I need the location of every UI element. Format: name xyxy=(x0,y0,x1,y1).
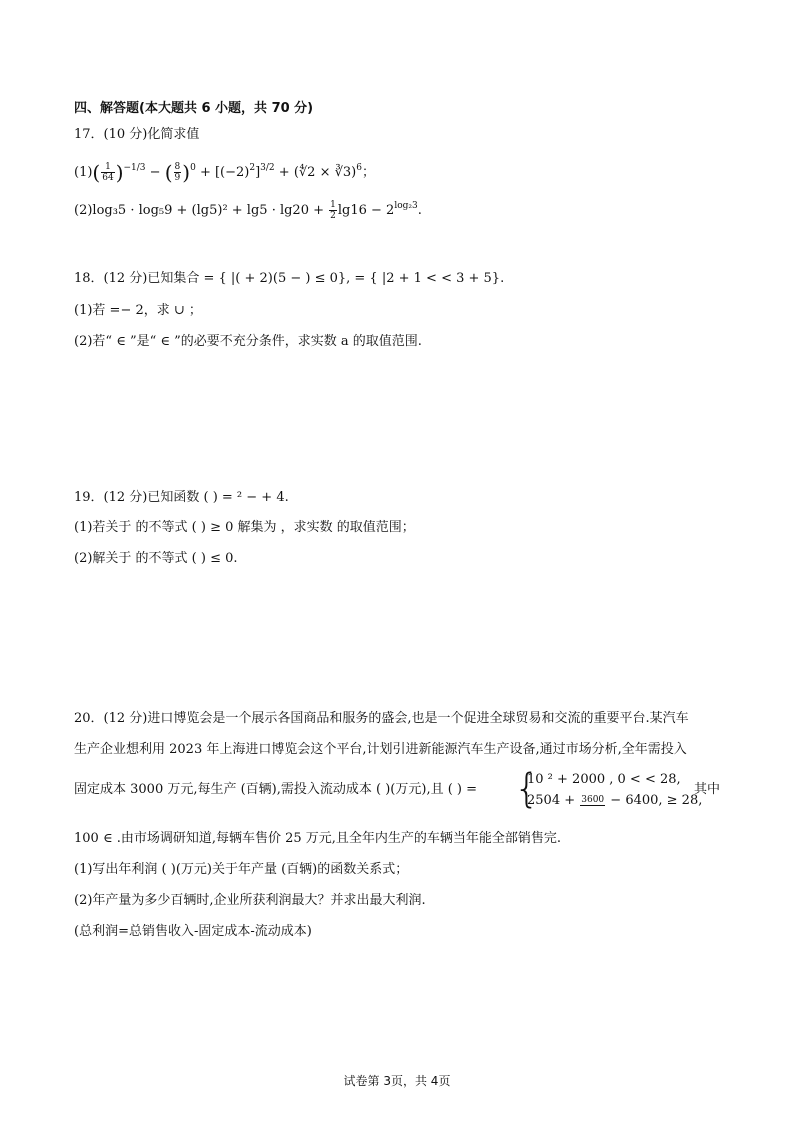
q17-exp4: 3/2 xyxy=(260,163,275,173)
q20-frac-3600 xyxy=(580,795,605,806)
frac-num: 8 xyxy=(174,162,181,172)
frac-den: 2 xyxy=(330,211,336,221)
frac-num: 3600 xyxy=(581,795,605,805)
page-footer: 试卷第 3页，共 4页 xyxy=(343,1074,451,1088)
frac-den: 9 xyxy=(174,173,181,183)
paren-open-2: ( xyxy=(164,160,173,185)
q17-exp2: 0 xyxy=(190,163,196,173)
q17-part2-text: (2)log₃5 · log₅9 + (lg5)² + lg5 · lg20 + xyxy=(74,203,329,218)
q17-bracket-close: ] xyxy=(255,165,261,180)
q20-line1: 20．(12 分)进口博览会是一个展示各国商品和服务的盛会,也是一个促进全球贸易和交流的重要平台.某汽车 xyxy=(74,711,689,726)
q18-part2: (2)若“ ∈ ”是“ ∈ ”的必要不充分条件，求实数 a 的取值范围. xyxy=(74,334,422,349)
paren-close-2: ) xyxy=(182,160,191,185)
q17-bracket-term: + [(−2) xyxy=(199,165,250,180)
frac-num: 1 xyxy=(330,200,336,210)
q18-stem: 18．(12 分)已知集合 = { |( + 2)(5 − ) ≤ 0}, = { |2 + 1 < < 3 + 5}. xyxy=(74,271,505,286)
q20-line4: 100 ∈ .由市场调研知道,每辆车售价 25 万元,且全年内生产的车辆当年能全部销售完. xyxy=(74,831,562,846)
q17-frac-1-64 xyxy=(101,162,114,183)
q20-line3: 固定成本 3000 万元,每生产 (百辆),需投入流动成本 ( )(万元),且 ( ) = xyxy=(74,782,478,797)
q19-part1: (1)若关于 的不等式 ( ) ≥ 0 解集为 ，求实数 的取值范围； xyxy=(74,520,415,535)
q17-exp5: 6 xyxy=(356,163,362,173)
q20-piece2 xyxy=(527,792,702,810)
q20-line3-tail: 其中 xyxy=(694,782,721,797)
paren-close: ) xyxy=(115,160,124,185)
q19-stem: 19．(12 分)已知函数 ( ) = ² − + 4. xyxy=(74,490,289,505)
q17-part1-end: ； xyxy=(361,165,375,180)
section-title: 四、解答题(本大题共 6 小题，共 70 分) xyxy=(74,101,314,116)
q17-part1 xyxy=(74,162,375,183)
q17-part2-tail: lg16 − 2 xyxy=(337,203,395,218)
paren-open: ( xyxy=(92,160,101,185)
q17-exp1: −1/3 xyxy=(123,163,146,173)
q20-piece2-a: 2504 + xyxy=(527,793,580,808)
q17-exp3: 2 xyxy=(249,163,256,173)
q17-part2-end: . xyxy=(417,203,422,218)
q20-part1: (1)写出年利润 ( )(万元)关于年产量 (百辆)的函数关系式； xyxy=(74,862,409,877)
q17-root-term: + (∜2 × ∛3) xyxy=(278,165,357,180)
piecewise-brace: { xyxy=(514,766,540,812)
q20-piece1: 10 ² + 2000 , 0 < < 28, xyxy=(527,772,681,787)
q19-part2: (2)解关于 的不等式 ( ) ≤ 0. xyxy=(74,551,238,566)
q17-frac-8-9 xyxy=(174,162,182,183)
q17-minus: − xyxy=(149,165,161,180)
q17-part2 xyxy=(74,200,422,221)
q17-part1-label: (1) xyxy=(74,165,93,180)
q20-part2: (2)年产量为多少百辆时,企业所获利润最大？并求出最大利润. xyxy=(74,893,426,908)
q18-part1: (1)若 =− 2，求 ∪ ； xyxy=(74,303,202,318)
frac-num: 1 xyxy=(101,162,114,173)
q17-stem: 17．(10 分)化简求值 xyxy=(74,127,200,142)
frac-den: 64 xyxy=(102,173,114,183)
q17-frac-1-2 xyxy=(329,200,337,221)
q17-part2-exp: log₂3 xyxy=(394,201,418,211)
q20-line2: 生产企业想利用 2023 年上海进口博览会这个平台,计划引进新能源汽车生产设备,通过市场分析,全年需投入 xyxy=(74,742,687,757)
q20-note: (总利润=总销售收入-固定成本-流动成本) xyxy=(74,924,312,939)
q20-piece2-b: − 6400, ≥ 28, xyxy=(606,793,703,808)
